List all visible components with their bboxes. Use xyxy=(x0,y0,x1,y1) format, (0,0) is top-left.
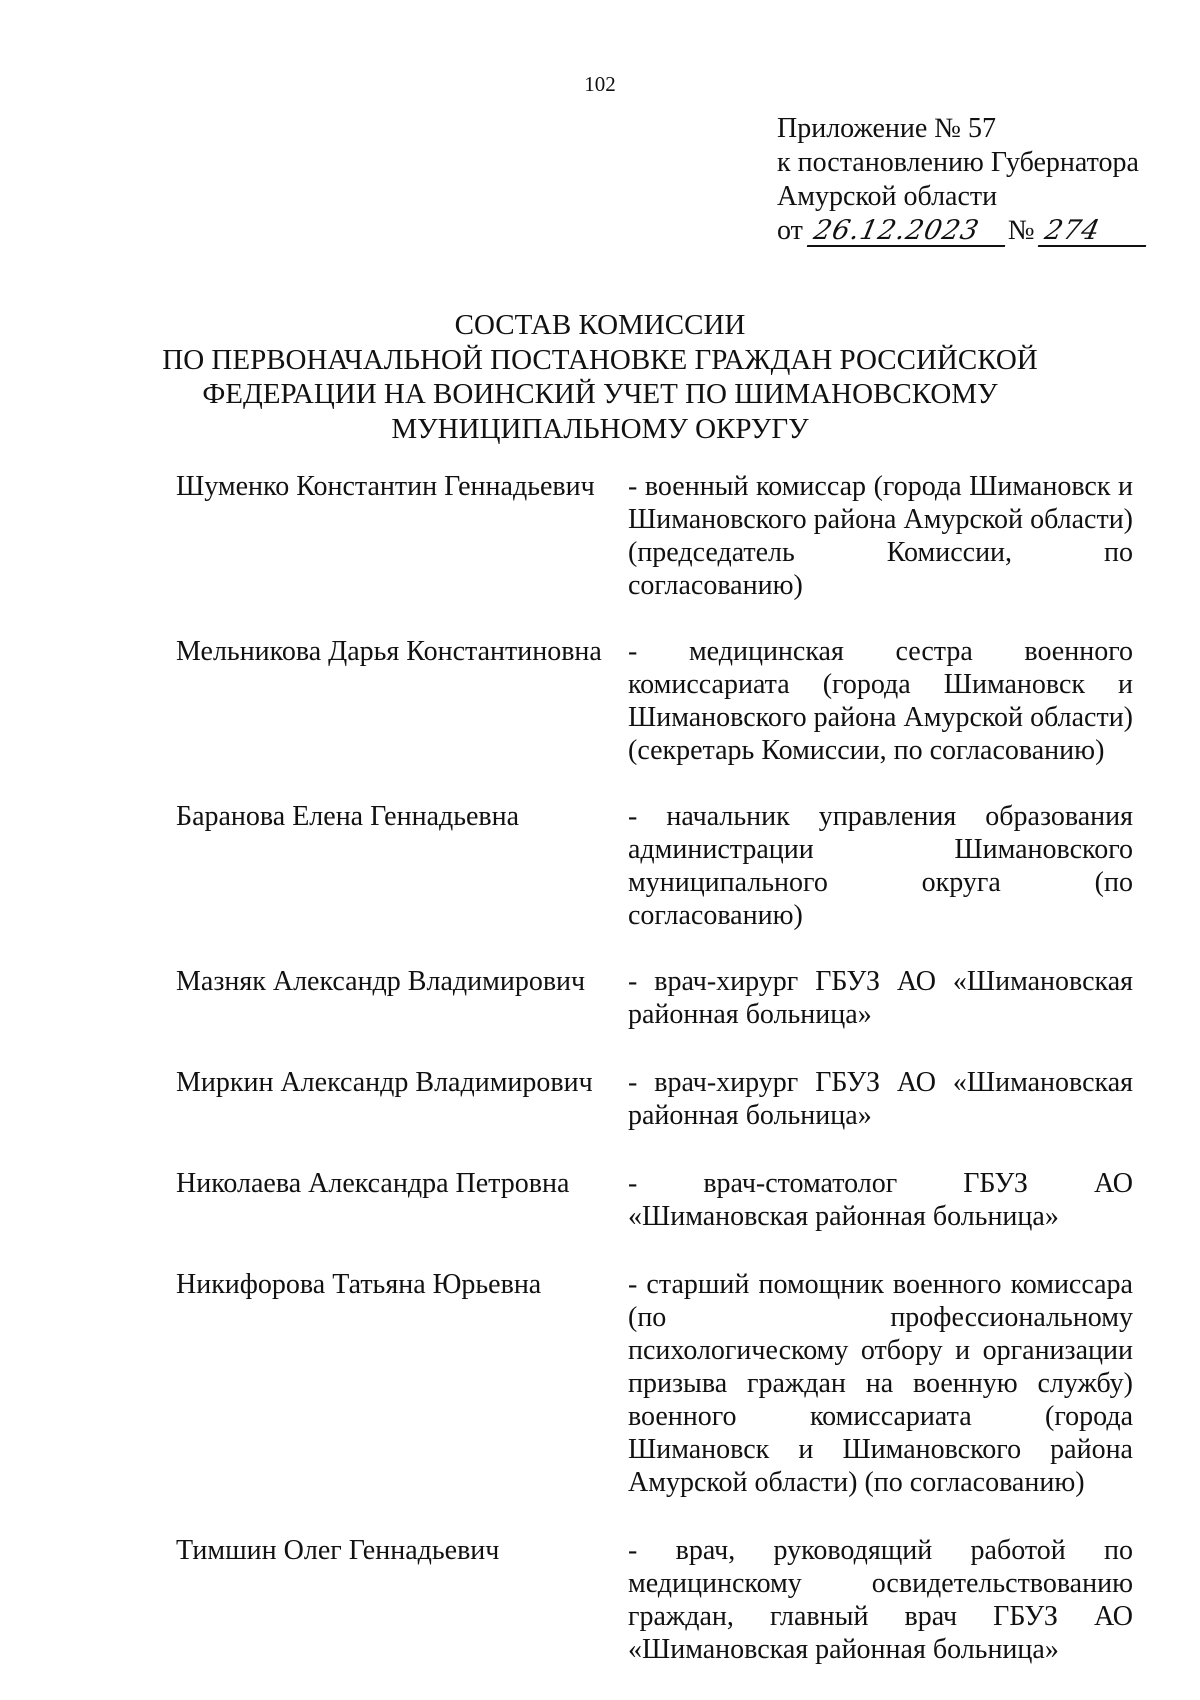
member-row xyxy=(176,635,1146,767)
appendix-title: Приложение № 57 xyxy=(777,113,996,144)
member-name: Мельникова Дарья Константиновна xyxy=(176,636,602,667)
appendix-date-line xyxy=(777,214,1149,248)
member-row xyxy=(176,1167,1146,1233)
appendix-region: Амурской области xyxy=(777,181,998,212)
commission-members-list xyxy=(176,470,1146,1666)
handwritten-number: 274 xyxy=(1037,217,1151,247)
title-line-3: ФЕДЕРАЦИИ НА ВОИНСКИЙ УЧЕТ ПО ШИМАНОВСКОМУ xyxy=(202,378,998,410)
member-row xyxy=(176,1066,1146,1132)
page-number: 102 xyxy=(584,72,616,96)
appendix-resolution: к постановлению Губернатора xyxy=(777,147,1139,178)
member-role: - врач-хирург ГБУЗ АО «Шимановская районная больница» xyxy=(628,1067,1133,1131)
member-name: Тимшин Олег Геннадьевич xyxy=(176,1535,500,1566)
appendix-header xyxy=(777,112,1149,248)
member-role: - медицинская сестра военного комиссариата (города Шимановск и Шимановского района Амурской области) (секретарь Комиссии, по согласованию) xyxy=(628,636,1133,766)
member-name: Николаева Александра Петровна xyxy=(176,1168,570,1199)
member-row xyxy=(176,800,1146,932)
title-line-4: МУНИЦИПАЛЬНОМУ ОКРУГУ xyxy=(391,412,809,445)
member-name: Миркин Александр Владимирович xyxy=(176,1067,593,1098)
number-label: № xyxy=(1007,215,1035,246)
member-row xyxy=(176,470,1146,602)
member-role: - врач, руководящий работой по медицинскому освидетельствованию граждан, главный врач ГБУЗ АО «Шимановская районная больница» xyxy=(628,1535,1133,1665)
member-role: - старший помощник военного комиссара (по профессиональному психологическому отбору и организации призыва граждан на военную службу) военного комиссариата (города Шимановск и Шимановского района Амурской области) (по согласованию) xyxy=(628,1269,1133,1498)
member-role: - военный комиссар (города Шимановск и Шимановского района Амурской области) (председатель Комиссии, по согласованию) xyxy=(628,471,1133,601)
title-line-2: ПО ПЕРВОНАЧАЛЬНОЙ ПОСТАНОВКЕ ГРАЖДАН РОССИЙСКОЙ xyxy=(162,343,1038,376)
member-name: Баранова Елена Геннадьевна xyxy=(176,801,520,832)
member-name: Шуменко Константин Геннадьевич xyxy=(176,471,595,502)
member-role: - врач-хирург ГБУЗ АО «Шимановская районная больница» xyxy=(628,966,1133,1030)
date-prefix: от xyxy=(777,215,803,246)
handwritten-date: 26.12.2023 xyxy=(807,217,1011,247)
member-role: - врач-стоматолог ГБУЗ АО «Шимановская районная больница» xyxy=(628,1168,1133,1232)
member-name: Никифорова Татьяна Юрьевна xyxy=(176,1269,542,1300)
member-row xyxy=(176,965,1146,1031)
member-role: - начальник управления образования администрации Шимановского муниципального округа (по согласованию) xyxy=(628,801,1133,931)
member-name: Мазняк Александр Владимирович xyxy=(176,966,586,997)
member-row xyxy=(176,1268,1146,1499)
document-title xyxy=(0,308,1200,446)
title-line-1: СОСТАВ КОМИССИИ xyxy=(454,309,746,341)
member-row xyxy=(176,1534,1146,1666)
